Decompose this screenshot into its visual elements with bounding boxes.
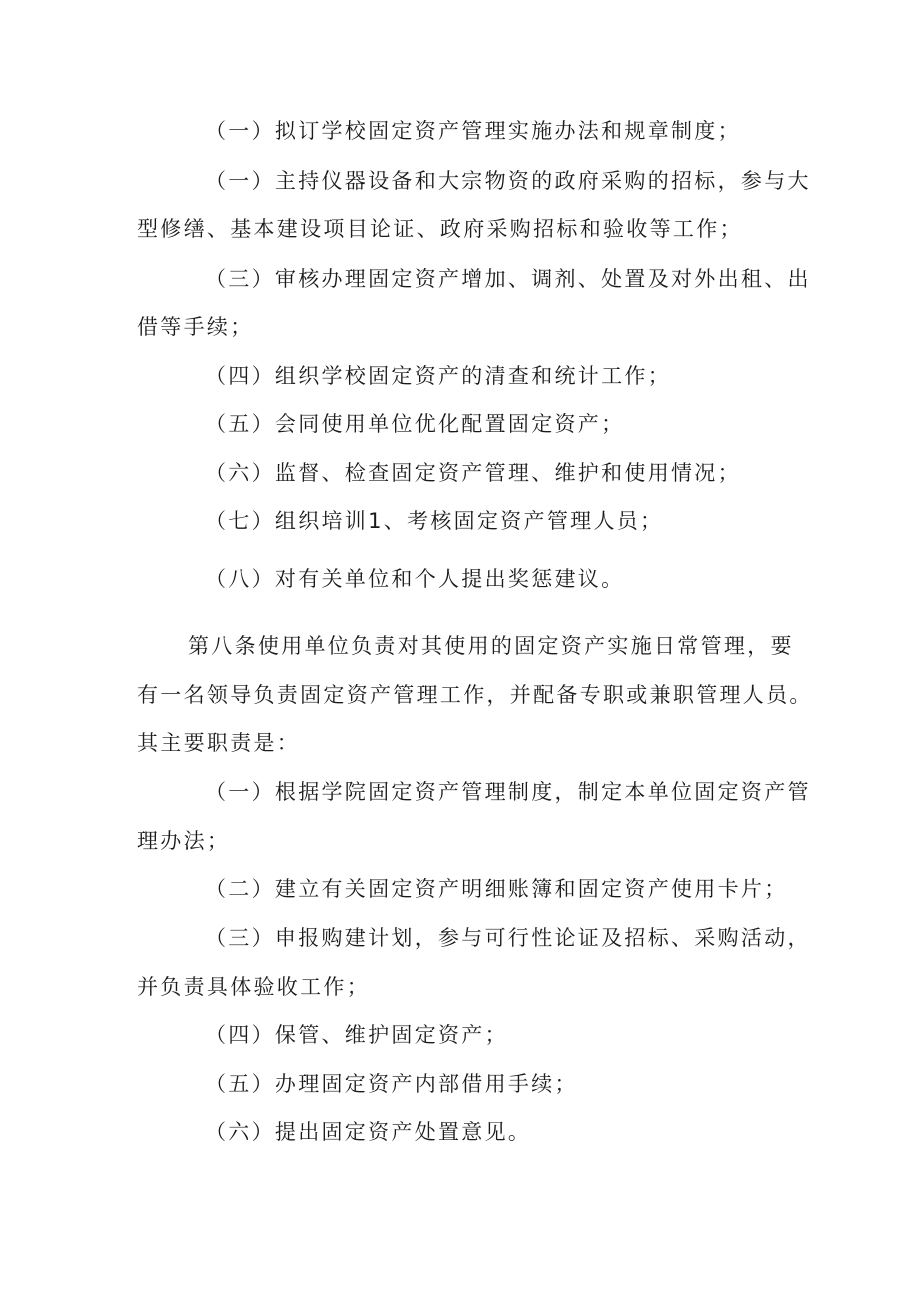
clause-2-item-1-cont: 理办法； bbox=[137, 829, 231, 853]
clause-2-item-2: （二）建立有关固定资产明细账簿和固定资产使用卡片； bbox=[205, 877, 788, 901]
clause-2-item-1: （一）根据学院固定资产管理制度，制定本单位固定资产管 bbox=[205, 780, 811, 804]
clause-1-item-5: （五）会同使用单位优化配置固定资产； bbox=[205, 412, 625, 436]
article-8-body-line-2: 有一名领导负责固定资产管理工作，并配备专职或兼职管理人员。 bbox=[137, 683, 813, 707]
clause-2-item-5: （五）办理固定资产内部借用手续； bbox=[205, 1072, 578, 1096]
clause-1-item-6: （六）监督、检查固定资产管理、维护和使用情况； bbox=[205, 461, 741, 485]
clause-1-item-8: （八）对有关单位和个人提出奖惩建议。 bbox=[205, 567, 625, 591]
article-8-heading: 第八条使用单位负责对其使用的固定资产实施日常管理，要 bbox=[188, 634, 794, 658]
clause-2-item-3: （三）申报购建计划，参与可行性论证及招标、采购活动， bbox=[205, 926, 811, 950]
article-8-body-line-3: 其主要职责是： bbox=[137, 731, 301, 755]
clause-1-item-1: （一）拟订学校固定资产管理实施办法和规章制度； bbox=[205, 119, 741, 143]
clause-1-item-2-cont: 型修缮、基本建设项目论证、政府采购招标和验收等工作； bbox=[137, 217, 743, 241]
clause-1-item-3: （三）审核办理固定资产增加、调剂、处置及对外出租、出 bbox=[205, 267, 811, 291]
clause-2-item-4: （四）保管、维护固定资产； bbox=[205, 1023, 508, 1047]
clause-1-item-2: （一）主持仪器设备和大宗物资的政府采购的招标，参与大 bbox=[205, 169, 811, 193]
clause-2-item-6: （六）提出固定资产处置意见。 bbox=[205, 1120, 532, 1144]
clause-1-item-3-cont: 借等手续； bbox=[137, 315, 254, 339]
clause-1-item-4: （四）组织学校固定资产的清查和统计工作； bbox=[205, 364, 671, 388]
clause-1-item-7: （七）组织培训1、考核固定资产管理人员； bbox=[205, 509, 664, 533]
clause-2-item-3-cont: 并负责具体验收工作； bbox=[137, 975, 370, 999]
